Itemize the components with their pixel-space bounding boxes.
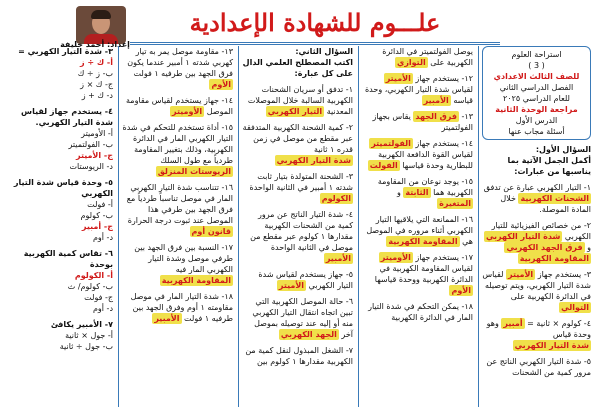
mcq-item [5,177,113,243]
answer-highlight: الشحنات الكهربية [520,194,589,203]
question-text: وهو وحدة قياس [486,319,591,339]
frame-line: للعام الدراسي ٢٠٢٥ [503,94,570,103]
prepared-by: إعداد: أحمد خليفة [60,40,130,49]
answer-highlight: المقاومة الكهربية [161,276,231,285]
answer-highlight: الأميتر [278,281,305,290]
mcq-option: ج- فولت [84,293,113,302]
answer-highlight: شدة التيار الكهربي [485,232,561,241]
mcq-option: ب- جول ÷ ثانية [59,342,113,351]
mcq-option: أ- فولت [87,200,113,209]
question-text: ٣- يستخدم جهاز [537,270,591,279]
column-5 [2,46,116,407]
question-item [362,73,473,106]
answer-highlight: المتغيرة [439,199,471,208]
question-item [122,242,233,286]
mcq-item [5,106,113,172]
question-text: ١٢- يستخدم جهاز [415,74,473,83]
question-text: لقياس شدة التيار الكهربي، ويتم توصيله في الدائرة الكهربية على [482,270,591,301]
question-text: ٢- من خصائص الفيزيائية للتيار الكهربي [491,221,591,241]
answer-highlight: الأوميتر [172,107,203,116]
mcq-option: ب- ز ÷ ك [77,69,113,78]
question-item [482,182,591,215]
answer-highlight: الأمبير [325,254,351,263]
column-4 [118,46,236,407]
author-photo-hair [91,10,111,19]
question-item [122,291,233,324]
question-text: ٢- كمية الشحنة الكهربية المتدفقة عبر مقطع من موصل في زمن قدره ١ ثانية [242,123,353,154]
answer-highlight: شدة التيار الكهربي [514,341,589,350]
section-instruction: اكتب المصطلح العلمي الدال على كل عبارة: [242,58,353,78]
question-text: ٧- الشغل المبذول لنقل كمية من الكهربية مقدارها ١ كولوم بين [245,346,353,366]
question-text: ١٣- مقاومة موصل يمر به تيار كهربي شدته ١ أمبير عندما يكون فرق الجهد بين طرفيه ١ فولت [127,47,233,78]
frame-line: للصف الثالث الاعدادي [493,72,580,81]
question-item [242,122,353,166]
question-text: ١٧- يستخدم جهاز [415,253,473,262]
mcq-option: ج- أمبير [81,222,113,231]
frame-line: ( 3 ) [528,61,545,70]
question-item [482,269,591,313]
question-text: ٤- شدة التيار الناتج عن مرور كمية من الشحنات الكهربية مقدارها ١ كولوم عبر مقطع من موصل في الثانية الواحدة [250,210,353,252]
question-item [242,345,353,367]
question-text: ١٥- أداة تستخدم للتحكم في شدة التيار الكهربي المار في الدائرة الكهربية، وذلك بتغيير المقاومة طردياً مع طول السلك [122,123,233,165]
answer-highlight: الأوميتر [380,253,411,262]
question-item [122,95,233,117]
mcq-option: ب- كولوم/ ث [67,282,113,291]
question-item [122,182,233,237]
question-text: ٥- شدة التيار الكهربي الناتج عن مرور كمية من الشحنات [486,357,591,377]
question-text: خلال المادة الموصلة. [500,194,591,214]
question-text: ٤- كولوم × ثانية = [527,319,591,328]
question-item [482,220,591,264]
column-1 [478,46,594,407]
question-text: يقاس بجهاز الفولتميتر [372,112,473,132]
mcq-option: ب- كولوم [80,211,113,220]
question-text: ١٥- يوجد نوعان من المقاومة الكهربية هما [377,177,473,197]
mcq-option: أ- الأوميتر [81,129,113,138]
question-text: ١٤- جهاز يستخدم لقياس مقاومة الموصل [126,96,233,116]
question-text: ١٧- النسبة بين فرق الجهد بين طرفي موصل وشدة التيار الكهربي المار فيه [134,243,233,274]
mcq-item [5,46,113,101]
question-item [122,46,233,90]
answer-highlight: الأوم [211,80,231,89]
answer-highlight: الريوستات المنزلق [157,167,231,176]
answer-highlight: أمبير [503,319,523,328]
mcq-item [5,319,113,352]
question-item [362,111,473,133]
question-text: ٣- الشحنة المتولدة بتيار ثابت شدته ١ أمبير في الثانية الواحدة [249,172,353,192]
answer-highlight: التيار الكهربي [267,107,323,116]
mcq-option: ب- الفولتميتر [68,140,113,149]
section-heading: السؤال الثاني: [295,47,353,56]
question-item [242,296,353,340]
question-text: لقياس المقاومة الكهربية في الدائرة الكهربية ووحدة قياسها [374,264,473,284]
question-item [122,122,233,177]
question-item [362,138,473,171]
answer-highlight: الفولت [369,161,398,170]
answer-highlight: شدة التيار الكهربي [276,156,351,165]
title-bar [130,8,500,45]
question-text: ١٤- يستخدم جهاز [415,139,473,148]
question-text: لقياس القوة الدافعة الكهربية للبطارية وحدة قياسها [378,150,473,170]
answer-highlight: الكولوم [321,194,351,203]
mcq-option: د- أوم [92,304,113,313]
question-text: و [587,243,591,252]
column-3 [238,46,356,407]
answer-highlight: الفولتميتر [371,139,411,148]
author-photo [76,6,126,44]
answer-highlight: قانون أوم [191,227,231,236]
question-item [482,356,591,378]
mcq-question: ٦- تقاس كمية الكهربية بوحدة [23,249,113,269]
frame-line: مراجعة الوحدة الثانية [495,105,578,114]
question-text: ١- التيار الكهربي عبارة عن تدفق [483,183,591,192]
question-text: ١٨- شدة التيار المار في موصل مقاومته ١ أوم وفرق الجهد بين طرفيه ١ فولت [130,292,233,323]
question-item [482,318,591,351]
mcq-option: ج- ك × ز [80,80,113,89]
answer-highlight: المقاومة الكهربية [388,237,458,246]
mcq-option: أ- الكولوم [74,271,113,280]
question-text: ١٨- يمكن التحكم في شدة التيار المار في الدائرة الكهربية [368,302,473,322]
question-item [362,301,473,323]
mcq-option: ج- الأميتر [75,151,113,160]
question-text: ١٦- الممانعة التي يلاقيها التيار الكهربي أثناء مروره في الموصل هي [366,215,473,246]
mcq-option: أ- جول × ثانية [65,331,113,340]
mcq-option: د- ك + ز [81,91,113,100]
answer-highlight: المقاومة الكهربية [519,254,589,263]
answer-highlight: الأوم [451,286,471,295]
question-text: ١٣- [461,112,473,121]
question-text: ٦- حالة الموصل الكهربية التي تبين اتجاه انتقال التيار الكهربي منه أو إليه عند توصيله بموصل آخر [252,297,353,339]
answer-highlight: الأمبير [423,96,449,105]
question-text: ١- تدفق أو سريان الشحنات الكهربية السالبة خلال الموصلات المعدنية [247,85,353,116]
mcq-question: ٥- وحدة قياس شدة التيار الكهربي [13,178,113,198]
question-item [242,209,353,264]
mcq-question: ٧- الأمبير يكافئ [50,320,113,329]
course-info-frame [482,46,591,140]
question-item [242,269,353,291]
answer-highlight: الأميتر [385,74,411,83]
question-text: و [396,188,401,197]
question-item [362,252,473,296]
mcq-item [5,248,113,314]
answer-highlight: الثابتة [405,188,429,197]
question-item [362,176,473,209]
question-text: لقياس شدة التيار الكهربي، وحدة قياسه [364,85,473,105]
question-text: ٥- جهاز يستخدم لقياس شدة التيار الكهربي [258,270,353,290]
question-item [242,171,353,204]
mcq-option: أ- ك ÷ ز [79,58,113,67]
answer-highlight: التوازي [396,58,426,67]
section-heading: السؤال الأول: [535,145,591,154]
question-text: ١٦- تتناسب شدة التيار الكهربي المار في موصل تناسباً طردياً مع فرق الجهد بين طرفي هذا الموصل عند ثبوت درجة الحرارة [126,183,233,225]
question-item [362,214,473,247]
question-text: يوصل الفولتميتر في الدائرة الكهربية على [382,47,473,67]
answer-highlight: فرق الجهد الكهربي [506,243,583,252]
answer-highlight: الأميتر [507,270,534,279]
frame-line: الدرس الأول [515,116,558,125]
mcq-question: ٣- شدة التيار الكهربي = [18,47,113,56]
mcq-option: د- أوم [92,233,113,242]
mcq-option: د- الريوستات [69,162,113,171]
mcq-question: ٤- يستخدم جهاز لقياس شدة التيار الكهربي. [21,107,113,127]
page-title: علـــوم للشهادة الإعدادية [189,8,441,37]
question-item [362,46,473,68]
answer-highlight: الجهد الكهربي [280,330,337,339]
answer-highlight: الأمبير [154,314,180,323]
answer-highlight: فرق الجهد [415,112,457,121]
answer-highlight: التوالي [561,303,589,312]
section-instruction: أكمل الجمل الآتية بما يناسبها من عبارات: [507,156,591,176]
frame-line: الفصل الدراسي الثاني [499,83,574,92]
frame-line: استراحة العلوم [511,50,562,59]
frame-line: أسئلة مجاب عنها [508,127,565,136]
question-item [242,84,353,117]
column-2 [358,46,476,407]
